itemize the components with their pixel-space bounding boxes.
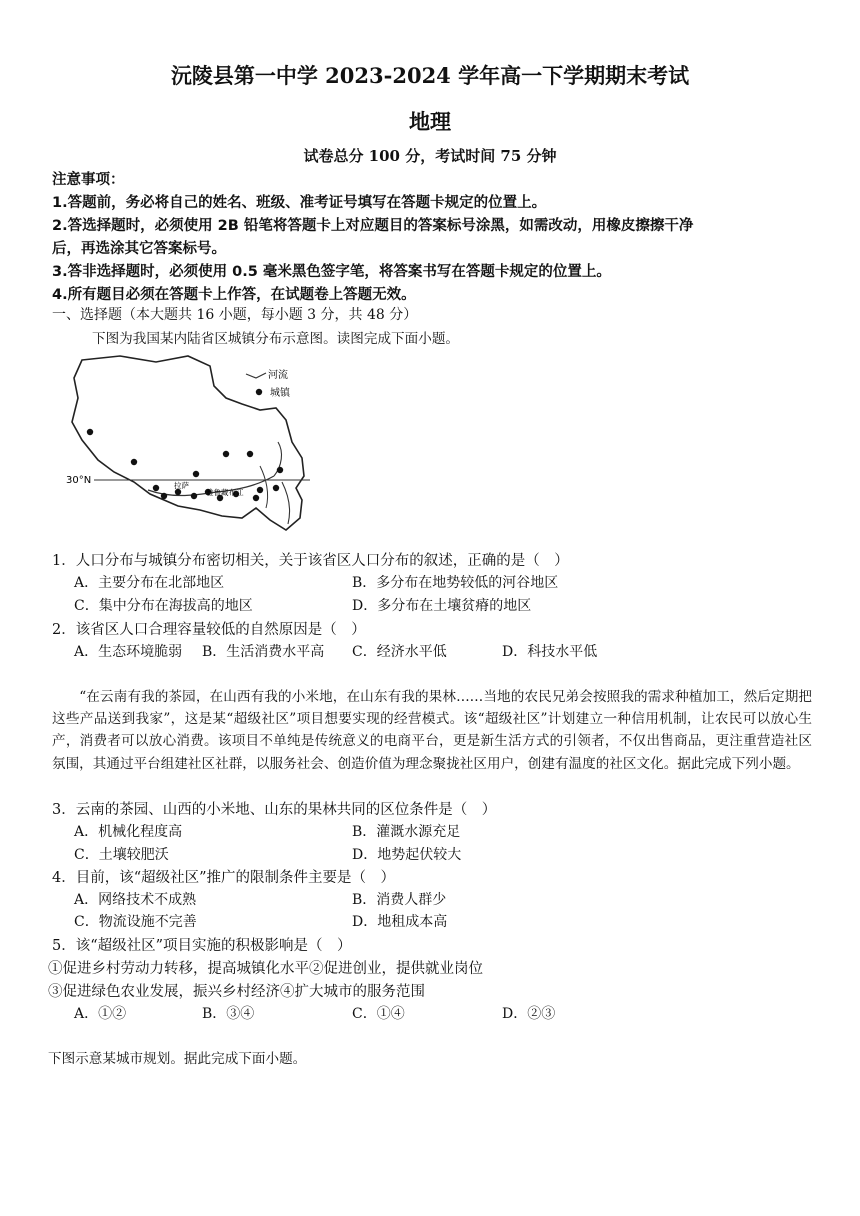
subject-title: 地理 [409, 109, 451, 134]
q2-option-d: D．科技水平低 [502, 644, 598, 660]
exam-title: 沅陵县第一中学 2023-2024 学年高一下学期期末考试 [170, 63, 690, 88]
q4-option-d: D．地租成本高 [352, 914, 448, 930]
q5-option-b: B．③④ [202, 1006, 255, 1022]
q2-stem: 2．该省区人口合理容量较低的自然原因是（ ） [52, 622, 366, 638]
passage [52, 686, 812, 775]
q5-option-d: D．②③ [502, 1006, 556, 1022]
q3-option-d: D．地势起伏较大 [352, 847, 462, 863]
q4-stem: 4．目前，该“超级社区”推广的限制条件主要是（ ） [52, 870, 396, 886]
legend-river: 河流 [268, 370, 288, 381]
town-marker [247, 451, 253, 457]
passage-text: “在云南有我的茶园，在山西有我的小米地，在山东有我的果林……当地的农民兄弟会按照我的需求种植加工，然后定期把这些产品送到我家”，这是某“超级社区”项目想要实现的经营模式。该“超级社区”计划建立一种信用机制，让农民可以放心生产，消费者可以放心消费。该项目不单纯是传统意义的电商平台，更是新生活方式的引领者，不仅出售商品，更注重营造社区氛围，其通过平台组建社区社群，以服务社会、创造价值为理念聚拢社区用户，创建有温度的社区文化。据此完成下列小题。 [52, 689, 812, 772]
town-marker [161, 493, 167, 499]
q1-option-d: D．多分布在土壤贫瘠的地区 [352, 598, 532, 614]
province-town-map [60, 348, 320, 538]
q3-option-a: A．机械化程度高 [74, 824, 183, 840]
q5-statements-1: ①促进乡村劳动力转移，提高城镇化水平②促进创业，提供就业岗位 [48, 961, 483, 977]
q1-option-b: B．多分布在地势较低的河谷地区 [352, 575, 559, 591]
q1-option-c: C．集中分布在海拔高的地区 [74, 598, 253, 614]
q5-option-c: C．①④ [352, 1006, 405, 1022]
town-marker [253, 495, 259, 501]
town-marker [257, 487, 263, 493]
exam-info: 试卷总分 100 分，考试时间 75 分钟 [303, 147, 557, 165]
town-marker [131, 459, 137, 465]
town-marker [223, 451, 229, 457]
note-item-3: 3.答非选择题时，必须使用 0.5 毫米黑色签字笔，将答案书写在答题卡规定的位置上。 [52, 264, 611, 280]
province-outline [72, 356, 304, 530]
town-marker [277, 467, 283, 473]
legend-town: 城镇 [270, 388, 290, 399]
note-item-2-cont: 后，再选涂其它答案标号。 [52, 241, 226, 257]
town-marker [153, 485, 159, 491]
next-figure-intro: 下图示意某城市规划。据此完成下面小题。 [48, 1051, 307, 1067]
notes-heading: 注意事项： [52, 172, 125, 188]
q1-option-a: A．主要分布在北部地区 [74, 575, 225, 591]
map-label-river: 雅鲁藏布江 [206, 488, 244, 497]
town-legend-symbol [256, 389, 262, 395]
q3-option-b: B．灌溉水源充足 [352, 824, 461, 840]
town-marker [193, 471, 199, 477]
q2-option-a: A．生态环境脆弱 [74, 644, 183, 660]
note-item-1: 1.答题前，务必将自己的姓名、班级、准考证号填写在答题卡规定的位置上。 [52, 195, 547, 211]
map-label-lhasa: 拉萨 [174, 481, 189, 490]
q4-option-b: B．消费人群少 [352, 892, 447, 908]
town-marker [191, 493, 197, 499]
latitude-label: 30°N [66, 475, 92, 486]
q3-option-c: C．土壤较肥沃 [74, 847, 169, 863]
note-item-4: 4.所有题目必须在答题卡上作答，在试题卷上答题无效。 [52, 287, 416, 303]
river-legend-symbol [246, 373, 266, 378]
q5-option-a: A．①② [74, 1006, 127, 1022]
town-marker [87, 429, 93, 435]
q1-stem: 1．人口分布与城镇分布密切相关，关于该省区人口分布的叙述，正确的是（ ） [52, 553, 569, 569]
q3-stem: 3．云南的茶园、山西的小米地、山东的果林共同的区位条件是（ ） [52, 802, 497, 818]
section-heading: 一、选择题（本大题共 16 小题，每小题 3 分，共 48 分） [52, 307, 418, 323]
q5-stem: 5．该“超级社区”项目实施的积极影响是（ ） [52, 938, 352, 954]
town-marker [273, 485, 279, 491]
q2-option-c: C．经济水平低 [352, 644, 447, 660]
note-item-2: 2.答选择题时，必须使用 2B 铅笔将答题卡上对应题目的答案标号涂黑，如需改动，用橡皮擦擦干净 [52, 218, 694, 234]
q4-option-a: A．网络技术不成熟 [74, 892, 197, 908]
section-intro: 下图为我国某内陆省区城镇分布示意图。读图完成下面小题。 [92, 331, 460, 347]
q5-statements-2: ③促进绿色农业发展，振兴乡村经济④扩大城市的服务范围 [48, 984, 425, 1000]
q2-option-b: B．生活消费水平高 [202, 644, 325, 660]
q4-option-c: C．物流设施不完善 [74, 914, 197, 930]
